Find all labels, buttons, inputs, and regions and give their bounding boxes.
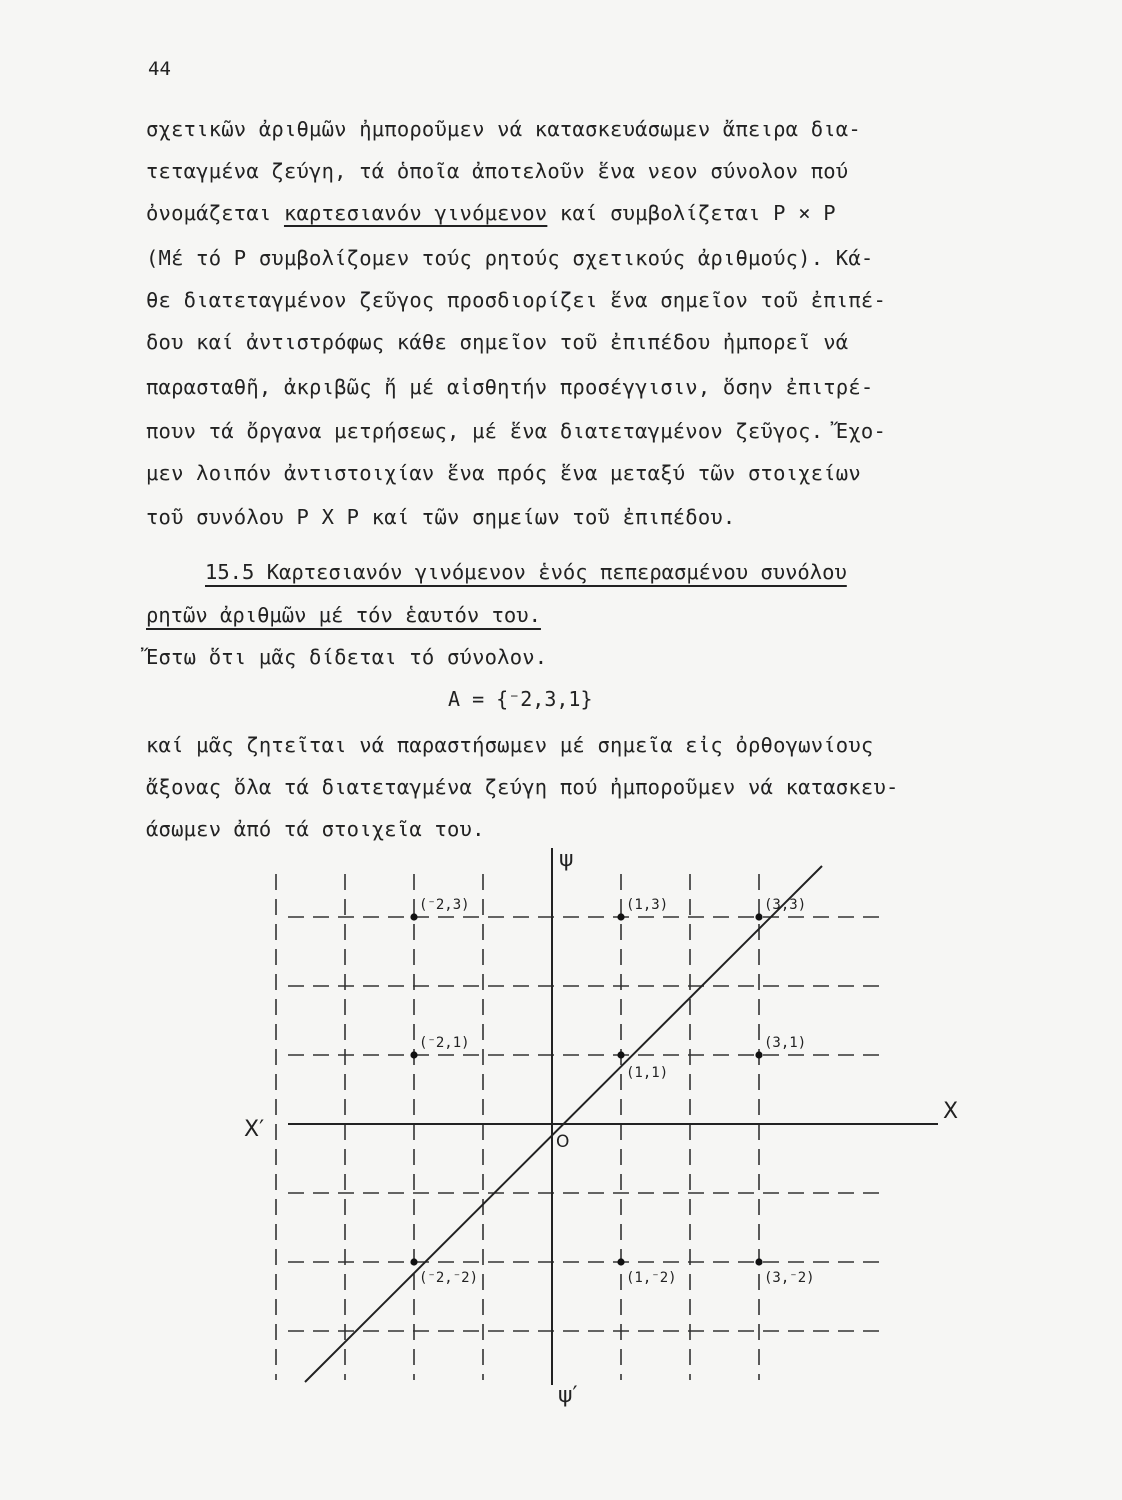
point-label: (⁻2,⁻2) (419, 1270, 479, 1286)
paragraph-line: σχετικῶν ἀριθμῶν ἠμποροῦμεν νά κατασκευάσωμεν ἄπειρα δια- (146, 117, 861, 141)
paragraph-line: πουν τά ὄργανα μετρήσεως, μέ ἕνα διατεταγμένον ζεῦγος. Ἔχο- (146, 419, 886, 443)
point-label: (3,⁻2) (764, 1270, 815, 1286)
plot-point (410, 1051, 417, 1058)
plot-point (755, 1051, 762, 1058)
plot-point (617, 1258, 624, 1265)
plot-point (410, 913, 417, 920)
plot-point (410, 1258, 417, 1265)
y-axis-label: ψ (559, 847, 574, 872)
set-definition: A = {⁻2,3,1} (448, 687, 593, 711)
points (410, 897, 814, 1286)
point-label: (1,1) (626, 1065, 669, 1081)
point-label: (3,3) (764, 897, 807, 913)
paragraph-line: παρασταθῆ, ἀκριβῶς ἤ μέ αἰσθητήν προσέγγισιν, ὅσην ἐπιτρέ- (146, 375, 874, 399)
underlined-term: καρτεσιανόν γινόμενον (283, 201, 548, 225)
point-label: (⁻2,1) (419, 1035, 470, 1051)
y-neg-axis-label: ψ′ (558, 1383, 578, 1408)
paragraph-line: άσωμεν ἀπό τά στοιχεῖα του. (146, 817, 485, 841)
axes (288, 848, 938, 1385)
plot-point (755, 1258, 762, 1265)
text-segment: ὀνομάζεται (146, 201, 284, 225)
origin-label: O (556, 1132, 570, 1152)
point-label: (1,3) (626, 897, 669, 913)
point-label: (1,⁻2) (626, 1270, 677, 1286)
section-heading: 15.5 Καρτεσιανόν γινόμενον ἑνός πεπερασμένου συνόλου (205, 560, 847, 584)
text-segment: καί συμβολίζεται P × P (547, 201, 836, 225)
paragraph-line: καί μᾶς ζητεῖται νά παραστήσωμεν μέ σημεῖα εἰς ὀρθογωνίους (146, 733, 874, 757)
paragraph-line: δου καί ἀντιστρόφως κάθε σημεῖον τοῦ ἐπιπέδου ἠμπορεῖ νά (146, 330, 849, 354)
paragraph-line: (Μέ τό P συμβολίζομεν τούς ρητούς σχετικούς ἀριθμούς). Κά- (146, 246, 874, 270)
plot-point (617, 1051, 624, 1058)
x-axis-label: X (943, 1099, 959, 1124)
page-number: 44 (148, 58, 171, 80)
paragraph-line: τεταγμένα ζεύγη, τά ὁποῖα ἀποτελοῦν ἕνα νεον σύνολον πού (146, 159, 849, 183)
paragraph-line: θε διατεταγμένον ζεῦγος προσδιορίζει ἕνα σημεῖον τοῦ ἐπιπέ- (146, 288, 886, 312)
intro-line: Ἔστω ὅτι μᾶς δίδεται τό σύνολον. (146, 645, 548, 669)
grid-lines (276, 874, 885, 1380)
x-neg-axis-label: X′ (244, 1117, 265, 1142)
plot-point (617, 913, 624, 920)
paragraph-line: τοῦ συνόλου P X P καί τῶν σημείων τοῦ ἐπιπέδου. (146, 505, 736, 529)
paragraph-line: μεν λοιπόν ἀντιστοιχίαν ἕνα πρός ἕνα μεταξύ τῶν στοιχείων (146, 461, 861, 485)
plot-point (755, 913, 762, 920)
point-label: (⁻2,3) (419, 897, 470, 913)
section-heading-continued: ρητῶν ἀριθμῶν μέ τόν ἑαυτόν του. (146, 603, 541, 627)
point-label: (3,1) (764, 1035, 807, 1051)
paragraph-line: ἄξονας ὅλα τά διατεταγμένα ζεύγη πού ἠμποροῦμεν νά κατασκευ- (146, 775, 899, 799)
